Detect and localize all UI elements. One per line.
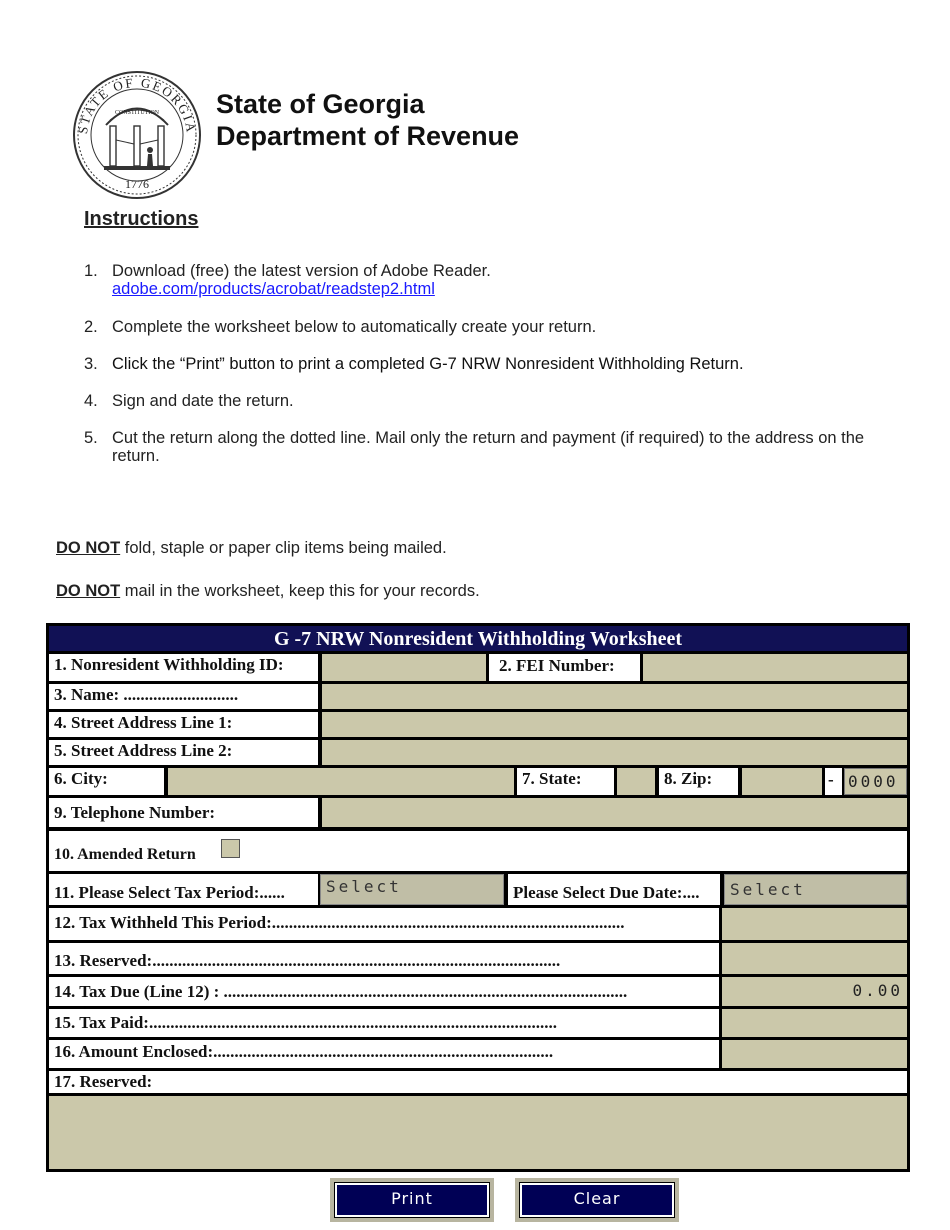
step-text: Download (free) the latest version of Adobe Reader. bbox=[112, 262, 491, 280]
step-text: Complete the worksheet below to automatically create your return. bbox=[112, 318, 597, 336]
reserved-17-label: 17. Reserved: bbox=[49, 1071, 907, 1093]
amount-enclosed-label: 16. Amount Enclosed:................................................................................ bbox=[49, 1040, 719, 1068]
zip-label: 8. Zip: bbox=[659, 768, 738, 795]
clear-button[interactable]: Clear bbox=[520, 1183, 674, 1217]
state-label: 7. State: bbox=[517, 768, 614, 795]
zip-extension-field[interactable]: 0000 bbox=[844, 768, 907, 795]
state-field[interactable] bbox=[617, 768, 655, 795]
amended-return-label: 10. Amended Return bbox=[49, 831, 907, 871]
tax-withheld-field[interactable] bbox=[722, 908, 907, 940]
tax-withheld-label: 12. Tax Withheld This Period:................................................................................... bbox=[49, 908, 719, 940]
step-text: Click the “Print” button to print a completed G-7 NRW Nonresident Withholding Return. bbox=[112, 355, 744, 373]
worksheet-form bbox=[46, 623, 910, 1172]
title-line-2: Department of Revenue bbox=[216, 121, 520, 151]
svg-text:1776: 1776 bbox=[125, 177, 149, 191]
tax-paid-label: 15. Tax Paid:................................................................................................ bbox=[49, 1009, 719, 1037]
city-label: 6. City: bbox=[49, 768, 164, 795]
instruction-step: 3. Click the “Print” button to print a completed G-7 NRW Nonresident Withholding Return. bbox=[84, 355, 744, 373]
fei-number-label: 2. FEI Number: bbox=[489, 654, 640, 681]
due-date-select[interactable]: Select bbox=[724, 874, 907, 905]
street-line1-field[interactable] bbox=[322, 712, 907, 737]
reserved-17-field bbox=[49, 1096, 907, 1169]
georgia-seal-logo bbox=[70, 70, 204, 200]
department-title bbox=[216, 88, 519, 152]
fei-number-field[interactable] bbox=[643, 654, 907, 681]
svg-text:CONSTITUTION: CONSTITUTION bbox=[115, 110, 159, 116]
svg-text:STATE OF GEORGIA: STATE OF GEORGIA bbox=[74, 74, 200, 135]
tax-paid-field[interactable] bbox=[722, 1009, 907, 1037]
tax-due-field: 0.00 bbox=[722, 977, 907, 1006]
street-line2-label: 5. Street Address Line 2: bbox=[49, 740, 318, 765]
reserved-13-field bbox=[722, 943, 907, 974]
step-text: Cut the return along the dotted line. Mail only the return and payment (if required) to the address on the return. bbox=[112, 429, 865, 465]
do-not-mail-note: DO NOT mail in the worksheet, keep this for your records. bbox=[56, 582, 480, 600]
instructions-list bbox=[84, 262, 884, 484]
zip-field[interactable] bbox=[742, 768, 822, 795]
reserved-13-label: 13. Reserved:................................................................................................ bbox=[49, 943, 719, 974]
title-line-1: State of Georgia bbox=[216, 89, 425, 119]
zip-dash: - bbox=[825, 768, 842, 795]
city-field[interactable] bbox=[168, 768, 514, 795]
amount-enclosed-field[interactable] bbox=[722, 1040, 907, 1068]
telephone-field[interactable] bbox=[322, 798, 907, 827]
worksheet-title: G -7 NRW Nonresident Withholding Worksheet bbox=[49, 626, 907, 651]
adobe-reader-link[interactable]: adobe.com/products/acrobat/readstep2.html bbox=[112, 280, 435, 298]
street-line2-field[interactable] bbox=[322, 740, 907, 765]
tax-period-select[interactable]: Select bbox=[320, 874, 504, 905]
name-label: 3. Name: ........................... bbox=[49, 684, 318, 709]
name-field[interactable] bbox=[322, 684, 907, 709]
tax-due-label: 14. Tax Due (Line 12) : ............................................................................................... bbox=[49, 977, 719, 1006]
amended-return-checkbox[interactable] bbox=[221, 839, 240, 858]
print-button-frame bbox=[330, 1178, 494, 1222]
print-button[interactable]: Print bbox=[335, 1183, 489, 1217]
step-text: Sign and date the return. bbox=[112, 392, 294, 410]
tax-period-label: 11. Please Select Tax Period:...... bbox=[49, 874, 318, 905]
instructions-heading: Instructions bbox=[84, 208, 199, 230]
instruction-step: 2. Complete the worksheet below to automatically create your return. bbox=[84, 318, 597, 336]
nonresident-id-label: 1. Nonresident Withholding ID: bbox=[49, 654, 318, 681]
clear-button-frame bbox=[515, 1178, 679, 1222]
street-line1-label: 4. Street Address Line 1: bbox=[49, 712, 318, 737]
instruction-step: 5. Cut the return along the dotted line. Mail only the return and payment (if required) to the address on the return. bbox=[84, 429, 865, 465]
instruction-step: 1. Download (free) the latest version of Adobe Reader. adobe.com/products/acrobat/readstep2.html bbox=[84, 262, 491, 298]
do-not-fold-note: DO NOT fold, staple or paper clip items being mailed. bbox=[56, 539, 447, 557]
telephone-label: 9. Telephone Number: bbox=[49, 798, 318, 827]
nonresident-id-field[interactable] bbox=[322, 654, 486, 681]
instruction-step: 4. Sign and date the return. bbox=[84, 392, 294, 410]
due-date-label: Please Select Due Date:.... bbox=[508, 874, 720, 905]
